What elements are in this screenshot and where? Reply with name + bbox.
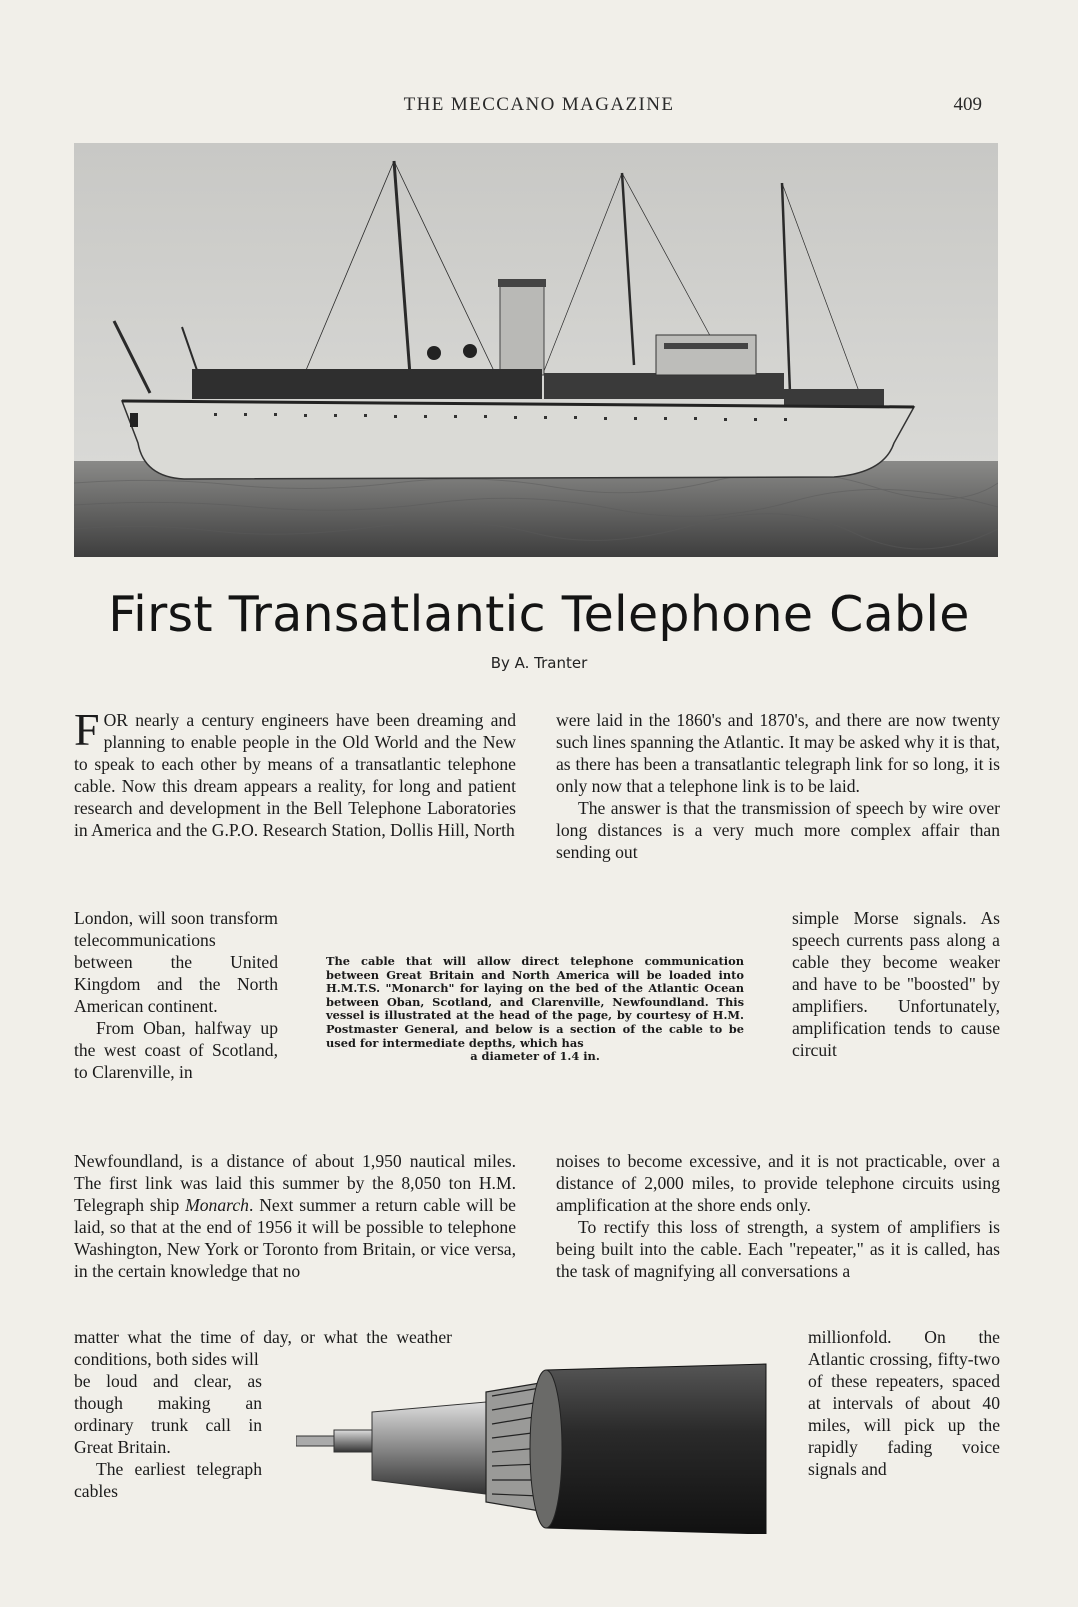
col2-narrow xyxy=(792,907,1000,1061)
col1-top xyxy=(74,704,516,841)
col2-mid xyxy=(556,1150,1000,1282)
col1-mid xyxy=(74,1150,516,1282)
col2-lower xyxy=(808,1326,1000,1480)
ship-name: Monarch xyxy=(185,1195,249,1215)
col2-mid-p1: noises to become excessive, and it is not practicable, over a distance of 2,000 miles, to provide telephone circuits using amplification at the shore ends only. xyxy=(556,1151,1000,1215)
photo-caption xyxy=(326,955,744,1064)
col1-narrow-p1: London, will soon transform telecommunications between the United Kingdom and the North American continent. xyxy=(74,908,278,1016)
col1-bottom-p2: The earliest telegraph cables xyxy=(74,1459,262,1501)
col2-top xyxy=(556,709,1000,863)
col1-narrow-p2: From Oban, halfway up the west coast of Scotland, to Clarenville, in xyxy=(74,1018,278,1082)
caption-last-line: a diameter of 1.4 in. xyxy=(470,1049,600,1064)
col2-narrow-text: simple Morse signals. As speech currents pass along a cable they become weaker and have to be "boosted" by amplifiers. Unfortunately, amplification tends to cause circuit xyxy=(792,908,1000,1060)
col2-top-p1: were laid in the 1860's and 1870's, and there are now twenty such lines spanning the Atlantic. It may be asked why it is that, as there has been a transatlantic telegraph link for so long, it is only now that a telephone link is to be laid. xyxy=(556,710,1000,796)
col2-top-p2: The answer is that the transmission of speech by wire over long distances is a very much more complex affair than sending out xyxy=(556,798,1000,862)
col1-bottom xyxy=(74,1370,262,1502)
col2-lower-text: millionfold. On the Atlantic crossing, fifty-two of these repeaters, spaced at intervals of about 40 miles, will pick up the rapidly fading voice signals and xyxy=(808,1327,1000,1479)
cable-section-illustration xyxy=(296,1362,776,1534)
col1-bottom-p1: be loud and clear, as though making an ordinary trunk call in Great Britain. xyxy=(74,1371,262,1457)
col1-top-text: OR nearly a century engineers have been dreaming and planning to enable people in the Old World and the New to speak to each other by means of a transatlantic telephone cable. Now this dream appears a reality, for long and patient research and development in the Bell Telephone Laboratories in America and the G.P.O. Research Station, Dollis Hill, North xyxy=(74,710,516,840)
article-title: First Transatlantic Telephone Cable xyxy=(108,586,970,643)
ship-photo xyxy=(74,143,998,557)
col2-mid-p2: To rectify this loss of strength, a system of amplifiers is being built into the cable. Each "repeater," as it is called, has the task of magnifying all conversations a xyxy=(556,1217,1000,1281)
drop-cap: F xyxy=(74,704,100,755)
running-head xyxy=(0,94,1078,122)
page-number: 409 xyxy=(953,94,982,115)
col1-narrow xyxy=(74,907,278,1083)
caption-text: The cable that will allow direct telephone communication between Great Britain and North America will be loaded into H.M.T.S. "Monarch" for laying on the bed of the Atlantic Ocean between Oban, Scotland, and Clarenville, Newfoundland. This vessel is illustrated at the head of the page, by courtesy of H.M. Postmaster General, and below is a section of the cable to be used for intermediate depths, which has xyxy=(326,954,744,1050)
byline: By A. Tranter xyxy=(490,654,588,672)
running-title: THE MECCANO MAGAZINE xyxy=(403,94,675,115)
col1-mid-text: Newfoundland, is a distance of about 1,950 nautical miles. The first link was laid this summer by the 8,050 ton H.M. Telegraph ship xyxy=(74,1151,516,1215)
col1-lower-text: matter what the time of day, or what the weather conditions, both sides will xyxy=(74,1327,452,1369)
col1-mid-after: . Next summer a return cable will be laid, so that at the end of 1956 it will be possible to telephone Washington, New York or Toronto from Britain, or vice versa, in the certain knowledge that no xyxy=(74,1195,516,1281)
